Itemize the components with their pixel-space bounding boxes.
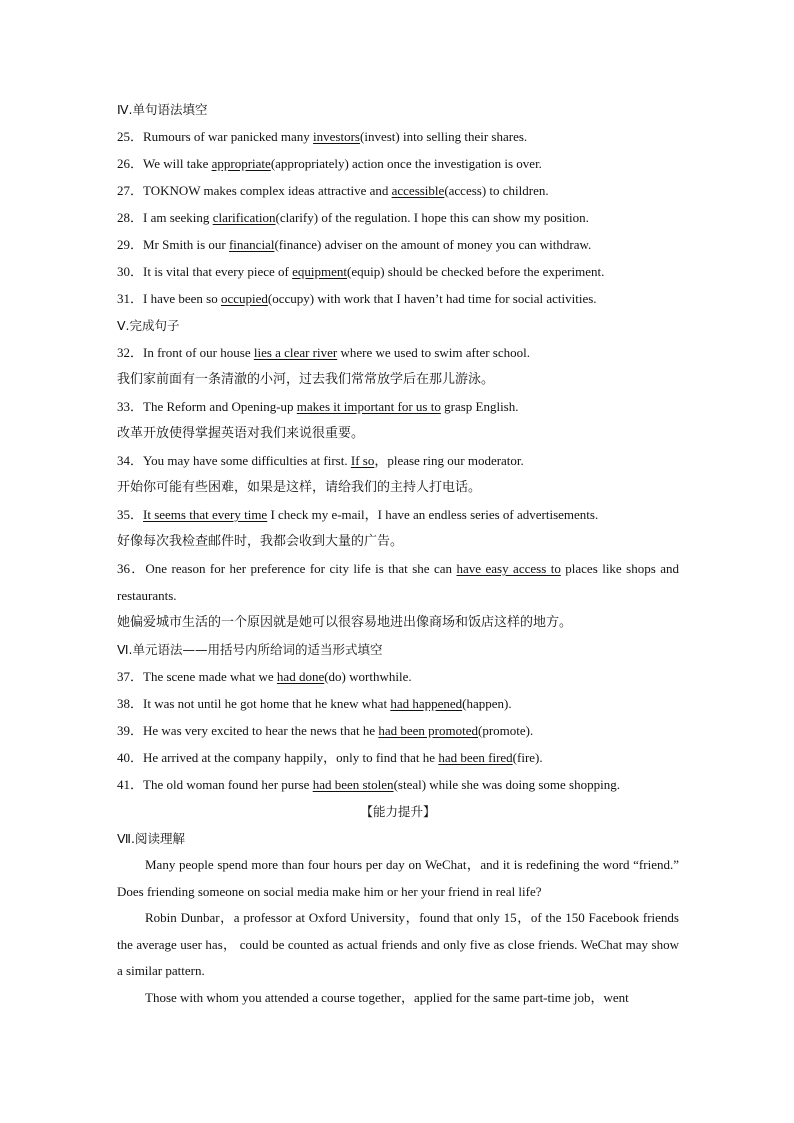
passage-paragraph-3: Those with whom you attended a course together，applied for the same part-time job，went (145, 989, 629, 1005)
question-30: 30．It is vital that every piece of equipment(equip) should be checked before the experiment. (117, 264, 605, 279)
answer-33: makes it important for us to (296, 399, 441, 414)
section-v-list (117, 339, 679, 636)
question-29: 29．Mr Smith is our financial(finance) adviser on the amount of money you can withdraw. (117, 237, 592, 252)
answer-35: It seems that every time (143, 507, 268, 522)
translation-34: 开始你可能有些困难，如果是这样，请给我们的主持人打电话。 (117, 480, 482, 495)
question-33: 33．The Reform and Opening-up makes it important for us to grasp English. (117, 399, 519, 414)
question-40: 40．He arrived at the company happily，only to find that he had been fired(fire). (117, 750, 543, 765)
question-36: 36．One reason for her preference for city life is that she can have easy access to places like shops and restaurants. (117, 561, 679, 603)
section-vi-list (117, 663, 679, 798)
section-title-vi: Ⅵ.单元语法——用括号内所给词的适当形式填空 (117, 642, 383, 657)
question-26: 26．We will take appropriate(appropriately) action once the investigation is over. (117, 156, 542, 171)
question-27: 27．TOKNOW makes complex ideas attractive and accessible(access) to children. (117, 183, 549, 198)
question-31: 31．I have been so occupied(occupy) with work that I haven’t had time for social activities. (117, 291, 597, 306)
answer-32: lies a clear river (253, 345, 338, 360)
question-25: 25．Rumours of war panicked many investors(invest) into selling their shares. (117, 129, 528, 144)
question-32: 32．In front of our house lies a clear river where we used to swim after school. (117, 345, 530, 360)
question-37: 37．The scene made what we had done(do) worthwhile. (117, 669, 412, 684)
answer-40: had been fired (438, 750, 513, 765)
section-iv-list (117, 123, 679, 312)
answer-26: appropriate (211, 156, 271, 171)
answer-27: accessible (391, 183, 445, 198)
answer-39: had been promoted (378, 723, 478, 738)
answer-25: investors (313, 129, 360, 144)
section-title-v: Ⅴ.完成句子 (117, 318, 180, 333)
answer-36: have easy access to (456, 561, 561, 576)
answer-41: had been stolen (312, 777, 394, 792)
translation-35: 好像每次我检查邮件时，我都会收到大量的广告。 (117, 534, 404, 549)
translation-32: 我们家前面有一条清澈的小河，过去我们常常放学后在那儿游泳。 (117, 372, 495, 387)
section-title-vii: Ⅶ.阅读理解 (117, 831, 185, 846)
passage-paragraph-1: Many people spend more than four hours per day on WeChat，and it is redefining the word “friend.” Does friending someone on social media make him or her your friend in real life? (117, 857, 679, 899)
ability-heading: 【能力提升】 (360, 804, 436, 819)
question-39: 39．He was very excited to hear the news that he had been promoted(promote). (117, 723, 534, 738)
answer-30: equipment (292, 264, 347, 279)
reading-passage (117, 852, 679, 1011)
translation-33: 改革开放使得掌握英语对我们来说很重要。 (117, 426, 365, 441)
answer-31: occupied (220, 291, 268, 306)
answer-38: had happened (390, 696, 463, 711)
answer-34: If so (350, 453, 375, 468)
passage-paragraph-2: Robin Dunbar，a professor at Oxford University，found that only 15，of the 150 Facebook friends the average user has， could be counted as actual friends and only five as close friends. WeChat may show a similar pattern. (117, 910, 679, 978)
question-41: 41．The old woman found her purse had been stolen(steal) while she was doing some shopping. (117, 777, 620, 792)
answer-37: had done (276, 669, 325, 684)
question-34: 34．You may have some difficulties at first. If so，please ring our moderator. (117, 453, 524, 468)
answer-29: financial (228, 237, 275, 252)
section-title-iv: Ⅳ.单句语法填空 (117, 102, 208, 117)
question-38: 38．It was not until he got home that he knew what had happened(happen). (117, 696, 512, 711)
translation-36: 她偏爱城市生活的一个原因就是她可以很容易地进出像商场和饭店这样的地方。 (117, 615, 573, 630)
answer-28: clarification (212, 210, 276, 225)
question-35: 35．It seems that every time I check my e-mail，I have an endless series of advertisements. (117, 507, 599, 522)
question-28: 28．I am seeking clarification(clarify) of the regulation. I hope this can show my position. (117, 210, 589, 225)
document-content (117, 96, 679, 1011)
